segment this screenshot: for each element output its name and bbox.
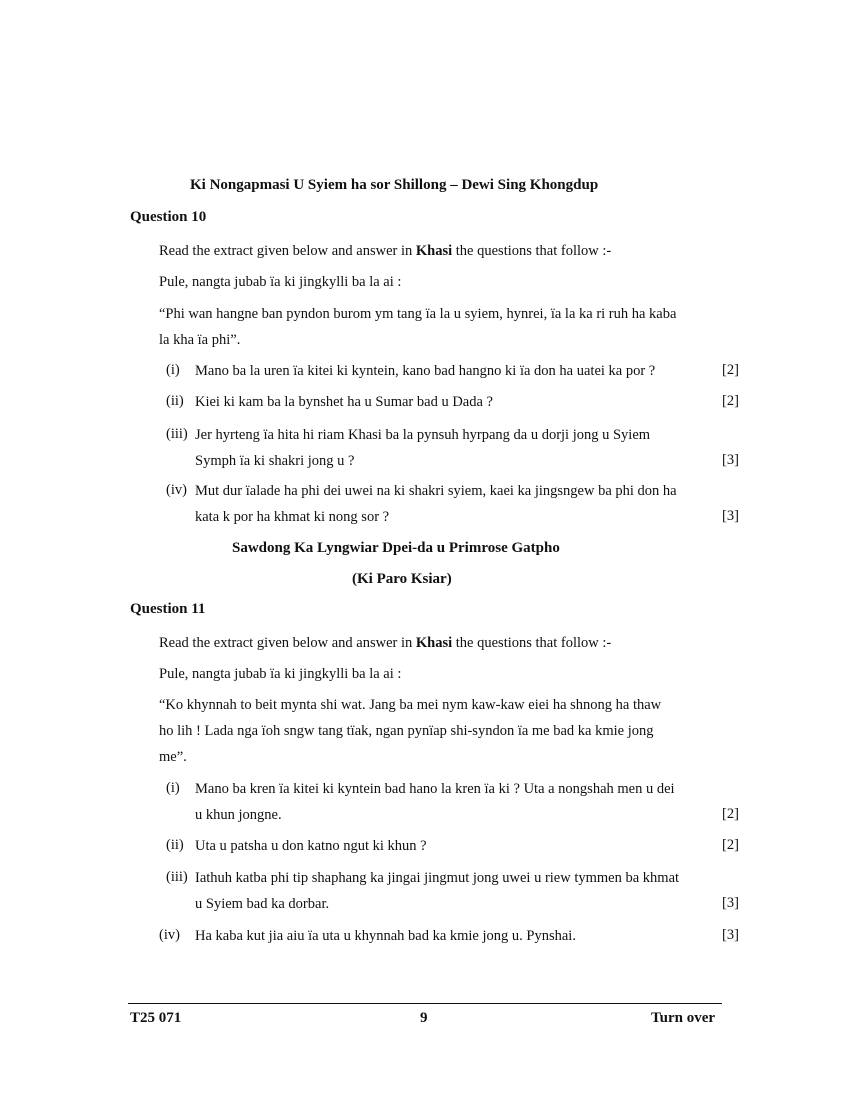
instruction [159, 242, 611, 260]
instruction-text: the questions that follow :- [452, 243, 612, 259]
item-marks: [2] [722, 806, 739, 822]
item-text: kata k por ha khmat ki nong sor ? [195, 509, 390, 525]
section-title: Sawdong Ka Lyngwiar Dpei-da u Primrose Gatpho [232, 540, 560, 556]
item-text: Mano ba la uren ïa kitei ki kyntein, kano bad hangno ki ïa don ha uatei ka por ? [195, 363, 656, 379]
item-text: u Syiem bad ka dorbar. [195, 896, 330, 912]
extract-line: “Phi wan hangne ban pyndon burom ym tang ïa la u syiem, hynrei, ïa la ka ri ruh ha kaba [159, 306, 677, 322]
item-marks: [3] [722, 895, 739, 911]
item-marks: [2] [722, 393, 739, 409]
item-text: Uta u patsha u don katno ngut ki khun ? [195, 838, 427, 854]
question-label: Question 10 [130, 209, 207, 225]
section-subtitle: (Ki Paro Ksiar) [352, 571, 452, 587]
item-number: (iv) [166, 482, 187, 498]
item-text: Iathuh katba phi tip shaphang ka jingai jingmut jong uwei u riew tymmen ba khmat [195, 870, 680, 886]
item-marks: [2] [722, 837, 739, 853]
item-text: u khun jongne. [195, 807, 282, 823]
item-text: Jer hyrteng ïa hita hi riam Khasi ba la pynsuh hyrpang da u dorji jong u Syiem [195, 427, 651, 443]
instruction-language: Khasi [415, 635, 453, 651]
pule-instruction: Pule, nangta jubab ïa ki jingkylli ba la ai : [159, 274, 402, 290]
section-title: Ki Nongapmasi U Syiem ha sor Shillong – Dewi Sing Khongdup [190, 177, 599, 193]
item-text: Symph ïa ki shakri jong u ? [195, 453, 355, 469]
instruction [159, 634, 611, 652]
item-marks: [2] [722, 362, 739, 378]
extract-line: me”. [159, 749, 187, 765]
page-number: 9 [420, 1010, 428, 1026]
instruction-text: Read the extract given below and answer in [159, 243, 416, 259]
extract-line: “Ko khynnah to beit mynta shi wat. Jang ba mei nym kaw-kaw eiei ha shnong ha thaw [159, 697, 662, 713]
item-number: (ii) [166, 393, 184, 409]
item-marks: [3] [722, 452, 739, 468]
turn-over-note: Turn over [651, 1010, 716, 1026]
item-number: (iii) [166, 869, 188, 885]
item-number: (i) [166, 780, 180, 796]
item-text: Mano ba kren ïa kitei ki kyntein bad hano la kren ïa ki ? Uta a nongshah men u dei [195, 781, 675, 797]
question-label: Question 11 [130, 601, 206, 617]
instruction-language: Khasi [415, 243, 453, 259]
paper-code: T25 071 [130, 1010, 182, 1026]
item-number: (i) [166, 362, 180, 378]
item-number: (iii) [166, 426, 188, 442]
instruction-text: the questions that follow :- [452, 635, 612, 651]
item-text: Mut dur ïalade ha phi dei uwei na ki shakri syiem, kaei ka jingsngew ba phi don ha [195, 483, 677, 499]
item-number: (iv) [159, 927, 180, 943]
instruction-text: Read the extract given below and answer in [159, 635, 416, 651]
footer-divider [128, 1003, 722, 1004]
extract-line: ho lih ! Lada nga ïoh sngw tang tïak, ngan pynïap shi-syndon ïa me bad ka kmie jong [159, 723, 654, 739]
item-text: Kiei ki kam ba la bynshet ha u Sumar bad u Dada ? [195, 394, 493, 410]
extract-line: la kha ïa phi”. [159, 332, 241, 348]
item-number: (ii) [166, 837, 184, 853]
item-marks: [3] [722, 508, 739, 524]
item-marks: [3] [722, 927, 739, 943]
item-text: Ha kaba kut jia aiu ïa uta u khynnah bad ka kmie jong u. Pynshai. [195, 928, 576, 944]
pule-instruction: Pule, nangta jubab ïa ki jingkylli ba la ai : [159, 666, 402, 682]
